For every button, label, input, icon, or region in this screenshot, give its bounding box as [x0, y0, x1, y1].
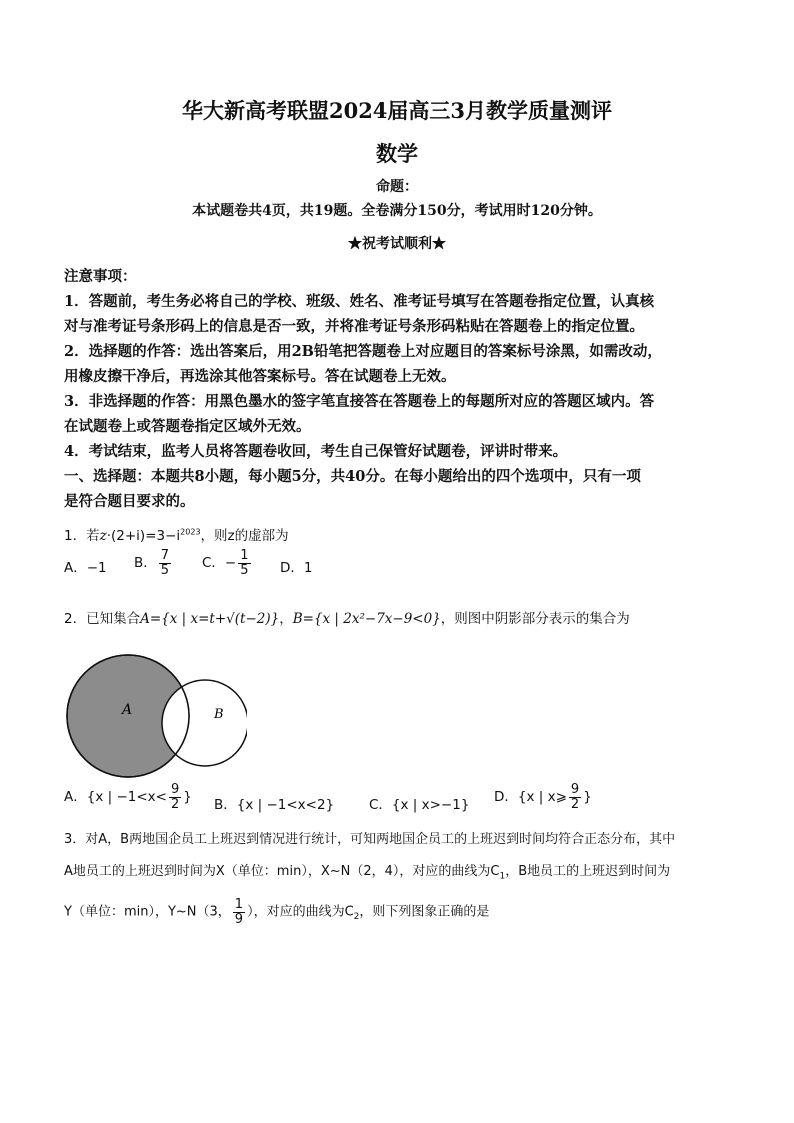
question-1: [64, 524, 289, 544]
fraction-numerator: 9: [170, 782, 180, 797]
q2-option-d: [494, 783, 592, 811]
q3-line-3-post: ，则下列图象正确的是: [359, 904, 490, 920]
q1-option-b-label: B．: [134, 555, 157, 572]
q3-c1-subscript: 1: [499, 871, 506, 882]
author-label: 命题：: [376, 179, 418, 195]
q2-option-a-pre: A．{x | −1<x<: [64, 789, 167, 806]
fraction-denominator: 9: [234, 911, 244, 927]
q2-option-c: C．{x | x>−1}: [369, 797, 470, 813]
q1-option-d: D．1: [280, 560, 313, 576]
fraction-numerator: 7: [160, 548, 170, 563]
q2-option-a: [64, 783, 192, 811]
fraction-denominator: 5: [240, 562, 249, 578]
q1-option-a: A．−1: [64, 560, 107, 576]
section1-line-1: 一、选择题：本题共8小题，每小题5分，共40分。在每小题给出的四个选项中，只有一项: [64, 468, 641, 485]
fraction-numerator: 1: [234, 897, 244, 912]
q2-set-a: A={x | x=t+√(t−2)}: [140, 611, 280, 627]
q3-line-3: [64, 898, 489, 926]
q3-line-3-mid: ），对应的曲线为C: [247, 904, 354, 920]
notice-heading: 注意事项：: [64, 268, 137, 285]
q1-prefix: 1．若: [64, 528, 100, 544]
subject-title: 数学: [376, 141, 418, 166]
fraction-numerator: 9: [570, 782, 580, 797]
notice-line-1: 1．答题前，考生务必将自己的学校、班级、姓名、准考证号填写在答题卷指定位置，认真核: [64, 293, 655, 310]
q1-z: z: [99, 528, 107, 544]
q3-line-2-post: ，B地员工的上班迟到时间为: [505, 864, 671, 879]
q1-exponent: 2023: [180, 527, 201, 537]
q1-expr: ·(2+i)=3−i: [106, 528, 181, 544]
q3-line-1: 3．对A，B两地国企员工上班迟到情况进行统计，可知两地国企员工的上班迟到时间均符合正态分布，其中: [64, 832, 676, 847]
q3-c2-subscript: 2: [353, 912, 360, 923]
notice-line-7: 4．考试结束，监考人员将答题卷收回，考生自己保管好试题卷，评讲时带来。: [64, 443, 568, 460]
q3-fraction: [233, 898, 245, 926]
q2-option-a-post: }: [183, 789, 192, 806]
section1-line-2: 是符合题目要求的。: [64, 493, 195, 510]
question-2: [64, 607, 630, 627]
q1-suffix: ，则z的虚部为: [200, 528, 289, 544]
notice-line-4: 用橡皮擦干净后，再选涂其他答案标号。答在试题卷上无效。: [64, 368, 456, 385]
q2-option-d-post: }: [583, 789, 592, 806]
venn-label-a: A: [122, 702, 133, 718]
notice-line-6: 在试题卷上或答题卷指定区域外无效。: [64, 418, 311, 435]
exam-info: 本试题卷共4页，共19题。全卷满分150分，考试用时120分钟。: [192, 203, 602, 219]
notice-line-5: 3．非选择题的作答：用黑色墨水的签字笔直接答在答题卷上的每题所对应的答题区域内。答: [64, 393, 655, 410]
q2-option-d-pre: D．{x | x⩾: [494, 789, 567, 806]
q1-option-c: [202, 549, 253, 577]
q2-option-a-fraction: [169, 783, 181, 811]
q3-line-3-pre: Y（单位：min），Y~N（3，: [64, 904, 231, 920]
fraction-denominator: 2: [570, 796, 580, 812]
q1-option-b-fraction: [159, 549, 171, 577]
exam-title: 华大新高考联盟2024届高三3月教学质量测评: [181, 98, 613, 123]
notice-line-3: 2．选择题的作答：选出答案后，用2B铅笔把答题卷上对应题目的答案标号涂黑，如需改动，: [64, 343, 662, 360]
q3-line-2: [64, 860, 670, 882]
notice-line-2: 对与准考证号条形码上的信息是否一致，并将准考证号条形码粘贴在答题卷上的指定位置。: [64, 318, 644, 335]
q2-option-b: B．{x | −1<x<2}: [214, 797, 335, 813]
venn-label-b: B: [214, 707, 224, 722]
q2-suffix: ，则图中阴影部分表示的集合为: [440, 611, 630, 627]
good-luck: ★祝考试顺利★: [348, 236, 446, 252]
q1-option-b: [134, 549, 173, 577]
q3-line-2-pre: A地员工的上班迟到时间为X（单位：min），X~N（2，4），对应的曲线为C: [64, 864, 500, 879]
fraction-denominator: 2: [170, 796, 180, 812]
q2-prefix: 2．已知集合: [64, 611, 141, 627]
q1-option-c-fraction: [238, 549, 250, 577]
q1-option-c-label: C．−: [202, 555, 237, 572]
q2-set-b: B={x | 2x²−7x−9<0}: [292, 611, 441, 627]
fraction-numerator: 1: [240, 548, 249, 563]
venn-diagram: [62, 648, 247, 786]
q2-option-d-fraction: [569, 783, 581, 811]
fraction-denominator: 5: [160, 562, 170, 578]
q2-sep: ，: [279, 611, 293, 627]
